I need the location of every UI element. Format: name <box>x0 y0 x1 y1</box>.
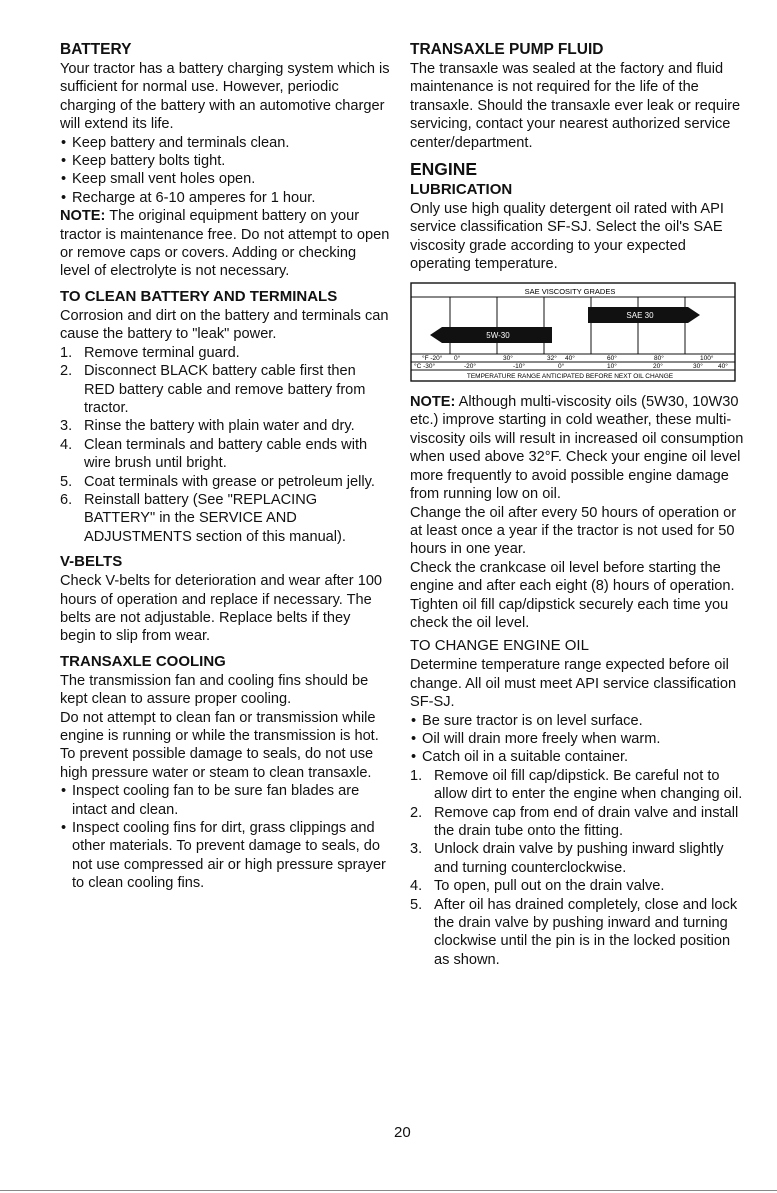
battery-note <box>60 207 390 281</box>
step-text: Unlock drain valve by pushing inward slightly and turning counterclockwise. <box>434 841 724 876</box>
celsius-tick: 40° <box>718 362 728 370</box>
list-item: • Recharge at 6-10 amperes for 1 hour. <box>60 189 390 207</box>
step-number: 1. <box>60 344 73 361</box>
note-label: NOTE: <box>410 394 456 411</box>
fahrenheit-tick: 0° <box>454 354 461 362</box>
list-item: • Catch oil in a suitable container. <box>410 748 745 766</box>
step-text: Remove terminal guard. <box>84 344 240 361</box>
celsius-tick: -10° <box>513 362 525 370</box>
step-text: After oil has drained completely, close and lock the drain valve by pushing inward and turning clockwise until the pin is in the locked position as shown. <box>434 896 738 968</box>
bar-label-5w-30: 5W-30 <box>486 330 510 340</box>
battery-bullets <box>60 134 390 208</box>
change-oil-bullets <box>410 712 745 767</box>
fahrenheit-tick: 30° <box>503 354 513 362</box>
change-oil-heading: TO CHANGE ENGINE OIL <box>410 637 589 655</box>
celsius-tick: 30° <box>693 362 703 370</box>
battery-heading: BATTERY <box>60 41 132 58</box>
change-oil-steps <box>410 767 745 969</box>
step-number: 4. <box>410 878 423 895</box>
fahrenheit-tick: 100° <box>700 354 714 362</box>
list-item <box>60 417 390 435</box>
step-number: 2. <box>410 804 423 821</box>
step-number: 5. <box>60 473 73 490</box>
step-text: Clean terminals and battery cable ends with wire brush until bright. <box>84 436 368 472</box>
list-item: • Keep battery bolts tight. <box>60 152 390 170</box>
note-text: Although multi-viscosity oils (5W30, 10W30 etc.) improve starting in cold weather, these multi-viscosity oils will result in increased oil consumption when used above 32°F. Check your engine oil level more frequently to avoid possible engine damage from running low on oil. <box>410 394 744 503</box>
note-label: NOTE: <box>60 208 106 225</box>
step-number: 6. <box>60 491 73 508</box>
engine-heading: ENGINE <box>410 159 478 180</box>
note-text: The original equipment battery on your tractor is maintenance free. Do not attempt to open or remove caps or covers. Adding or checking level of electrolyte is not necessary. <box>60 208 390 280</box>
step-text: To open, pull out on the drain valve. <box>434 878 665 895</box>
oil-check-text: Check the crankcase oil level before starting the engine and after each eight (8) hours of operation. Tighten oil fill cap/dipstick securely each time you check the oil level. <box>410 559 735 631</box>
lubrication-heading: LUBRICATION <box>410 181 513 199</box>
celsius-tick: °C -30° <box>414 362 436 370</box>
vbelts-heading: V-BELTS <box>60 553 123 571</box>
list-item: • Keep small vent holes open. <box>60 170 390 188</box>
clean-terminals-steps <box>60 344 390 546</box>
celsius-tick: 20° <box>653 362 663 370</box>
transaxle-cooling-p2: Do not attempt to clean fan or transmission while engine is running or while the transmission is hot. To prevent possible damage to seals, do not use high pressure water or steam to clean transaxle. <box>60 709 379 781</box>
list-item <box>410 877 745 895</box>
list-item: • Be sure tractor is on level surface. <box>410 712 745 730</box>
left-column <box>60 40 390 893</box>
step-text: Coat terminals with grease or petroleum jelly. <box>84 473 375 490</box>
pump-fluid-text: The transaxle was sealed at the factory and fluid maintenance is not required for the life of the transaxle. Should the transaxle ever leak or require servicing, contact your nearest authorized service center/department. <box>410 61 741 151</box>
list-item: • Inspect cooling fan to be sure fan blades are intact and clean. <box>60 782 390 819</box>
clean-terminals-heading: TO CLEAN BATTERY AND TERMINALS <box>60 287 338 305</box>
change-oil-intro: Determine temperature range expected before oil change. All oil must meet API service classification SF-SJ. <box>410 657 737 711</box>
clean-terminals-intro: Corrosion and dirt on the battery and terminals can cause the battery to "leak" power. <box>60 307 389 343</box>
transaxle-cooling-bullets <box>60 782 390 892</box>
page-number: 20 <box>394 1124 411 1141</box>
list-item <box>410 804 745 841</box>
step-text: Remove oil fill cap/dipstick. Be careful not to allow dirt to enter the engine when changing oil. <box>434 767 743 803</box>
list-item <box>410 767 745 804</box>
bar-label-sae-30: SAE 30 <box>626 310 654 320</box>
step-number: 3. <box>60 418 73 435</box>
list-item <box>60 344 390 362</box>
fahrenheit-tick: 60° <box>607 354 617 362</box>
celsius-tick: -20° <box>464 362 476 370</box>
bottom-divider <box>0 1190 777 1191</box>
list-item: • Inspect cooling fins for dirt, grass clippings and other materials. To prevent damage to seals, do not use compressed air or high pressure sprayer to clean cooling fins. <box>60 819 390 893</box>
step-number: 4. <box>60 436 73 453</box>
celsius-tick: 0° <box>558 362 565 370</box>
list-item <box>60 436 390 473</box>
step-number: 2. <box>60 363 73 380</box>
pump-fluid-heading: TRANSAXLE PUMP FLUID <box>410 41 604 58</box>
fahrenheit-tick: °F -20° <box>422 354 443 362</box>
fahrenheit-tick: 40° <box>565 354 575 362</box>
lubrication-text: Only use high quality detergent oil rated with API service classification SF-SJ. Select the oil's SAE viscosity grade according to your expected operating temperature. <box>410 201 724 273</box>
list-item <box>60 491 390 546</box>
step-number: 3. <box>410 841 423 858</box>
step-text: Reinstall battery (See "REPLACING BATTERY" in the SERVICE AND ADJUSTMENTS section of this manual). <box>84 491 346 545</box>
sae-viscosity-chart <box>410 282 736 382</box>
fahrenheit-tick: 80° <box>654 354 664 362</box>
list-item: • Keep battery and terminals clean. <box>60 134 390 152</box>
chart-footer: TEMPERATURE RANGE ANTICIPATED BEFORE NEXT OIL CHANGE <box>466 372 674 380</box>
step-text: Remove cap from end of drain valve and install the drain tube onto the fitting. <box>434 804 739 839</box>
list-item: • Oil will drain more freely when warm. <box>410 730 745 748</box>
right-column <box>410 40 745 969</box>
transaxle-cooling-heading: TRANSAXLE COOLING <box>60 652 226 670</box>
list-item <box>60 473 390 491</box>
list-item <box>410 840 745 877</box>
transaxle-cooling-p1: The transmission fan and cooling fins should be kept clean to assure proper cooling. <box>60 672 369 708</box>
battery-intro: Your tractor has a battery charging system which is sufficient for normal use. However, periodic charging of the battery with an automotive charger will extend its life. <box>60 61 390 133</box>
celsius-tick: 10° <box>607 362 617 370</box>
fahrenheit-tick: 32° <box>547 354 557 362</box>
step-number: 5. <box>410 896 423 913</box>
oil-change-interval: Change the oil after every 50 hours of operation or at least once a year if the tractor is not used for 50 hours in one year. <box>410 504 737 558</box>
engine-note <box>410 393 745 503</box>
vbelts-text: Check V-belts for deterioration and wear after 100 hours of operation and replace if necessary. The belts are not adjustable. Replace belts if they begin to slip from wear. <box>60 573 383 645</box>
list-item <box>410 896 745 970</box>
step-text: Rinse the battery with plain water and dry. <box>84 418 355 435</box>
chart-title: SAE VISCOSITY GRADES <box>524 286 616 296</box>
list-item <box>60 362 390 417</box>
step-number: 1. <box>410 767 423 784</box>
step-text: Disconnect BLACK battery cable first then RED battery cable and remove battery from tractor. <box>84 363 366 416</box>
